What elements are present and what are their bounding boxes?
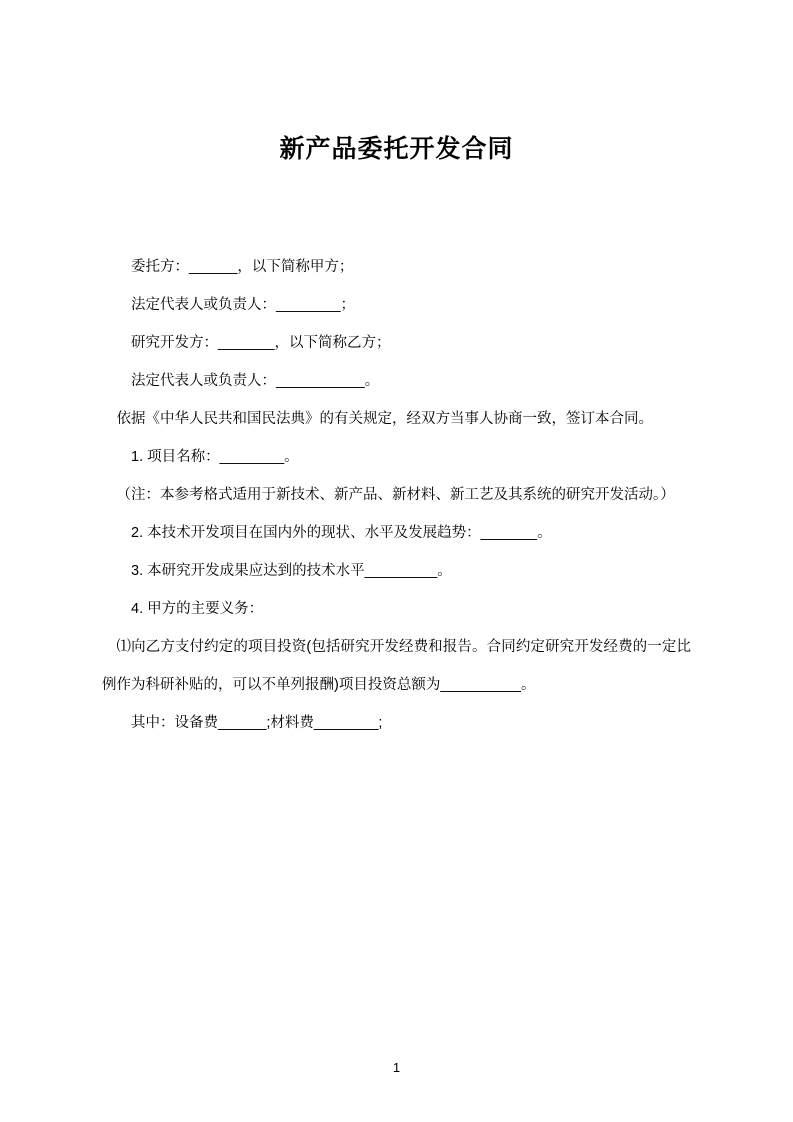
paragraph: 2. 本技术开发项目在国内外的现状、水平及发展趋势：_______。: [131, 524, 552, 541]
paragraph: 法定代表人或负责人：___________。: [131, 372, 380, 389]
paragraph: 其中：设备费______;材料费________;: [131, 714, 383, 731]
paragraph: 4. 甲方的主要义务：: [131, 600, 264, 617]
paragraph: 依据《中华人民共和国民法典》的有关规定，经双方当事人协商一致，签订本合同。: [116, 410, 653, 427]
page-number: 1: [392, 1060, 401, 1075]
paragraph: 研究开发方：_______，以下简称乙方；: [131, 334, 391, 351]
paragraph: 3. 本研究开发成果应达到的技术水平_________。: [131, 562, 452, 579]
document-body: [102, 167, 691, 743]
paragraph: 委托方：______，以下简称甲方；: [131, 259, 354, 275]
paragraph: （注：本参考格式适用于新技术、新产品、新材料、新工艺及其系统的研究开发活动。）: [116, 486, 675, 503]
paragraph: 法定代表人或负责人：________；: [131, 296, 356, 313]
page-title: 新产品委托开发合同: [279, 135, 514, 163]
paragraph: ⑴向乙方支付约定的项目投资(包括研究开发经费和报告。合同约定研究开发经费的一定比例作为科研补贴的，可以不单列报酬)项目投资总额为__________。: [102, 638, 691, 693]
paragraph: 1. 项目名称：________。: [131, 448, 299, 465]
